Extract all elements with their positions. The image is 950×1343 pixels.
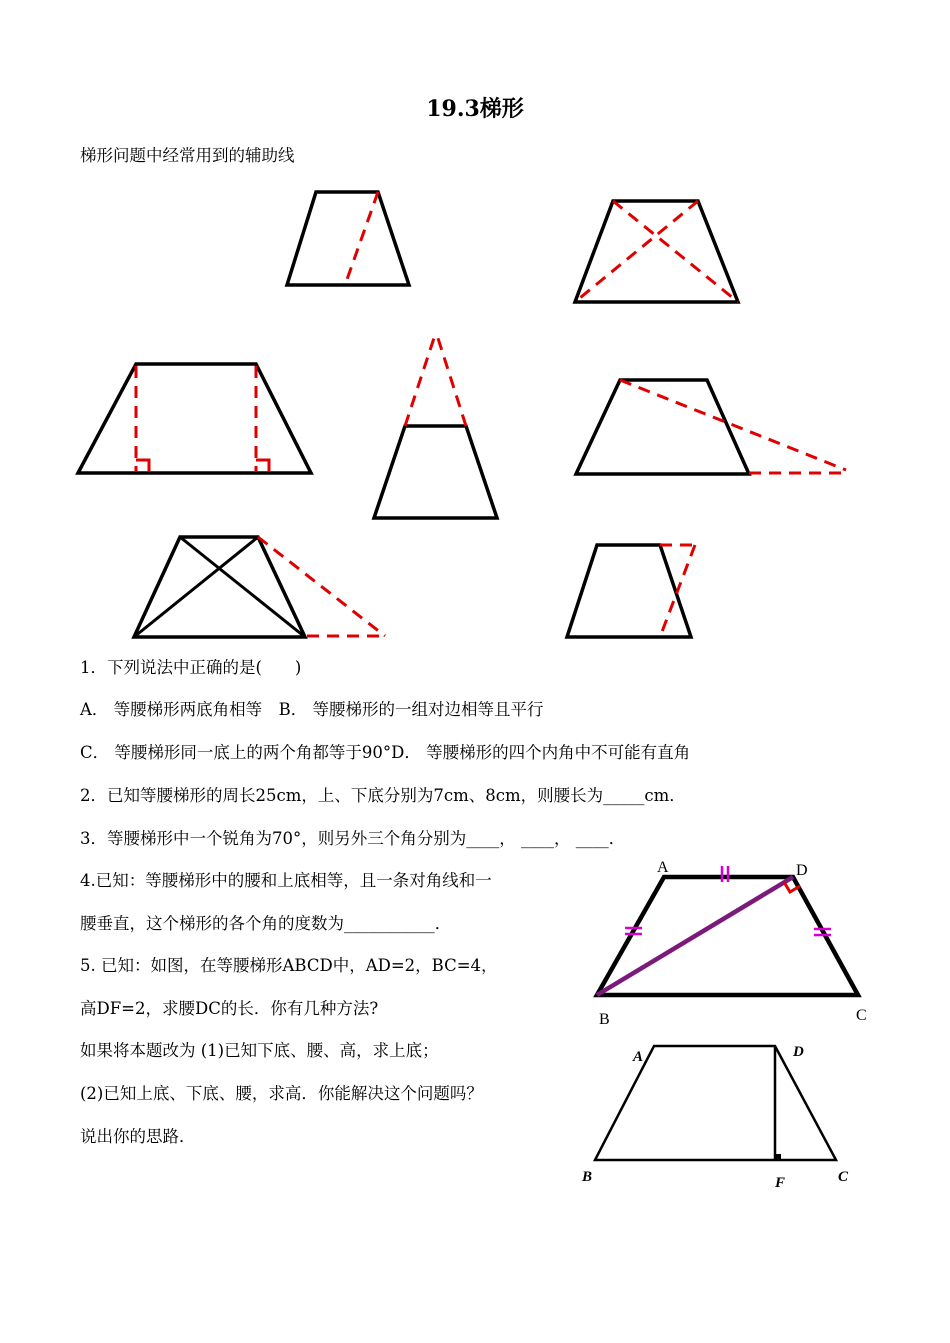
figure-1-trapezoid-parallel-leg xyxy=(287,192,409,285)
fig4-label-b: B xyxy=(599,1011,610,1028)
figure-7-trapezoid-midpoint xyxy=(567,545,695,637)
question-4-figure xyxy=(597,859,867,1028)
fig4-label-d: D xyxy=(796,862,808,879)
question-5-line-5: 说出你的思路． xyxy=(80,1127,196,1146)
question-4-line-2: 腰垂直，这个梯形的各个角的度数为___________． xyxy=(80,914,452,933)
fig5-label-d: D xyxy=(793,1044,804,1060)
question-5-figure xyxy=(581,1044,849,1191)
question-1-options-ab: A． 等腰梯形两底角相等 B． 等腰梯形的一组对边相等且平行 xyxy=(80,700,544,719)
fig5-label-f: F xyxy=(775,1175,786,1191)
figure-6-trapezoid-translate-diagonal xyxy=(134,537,385,637)
question-3: 3．等腰梯形中一个锐角为70°，则另外三个角分别为____， ____， ____． xyxy=(80,829,626,848)
intro-text: 梯形问题中经常用到的辅助线 xyxy=(80,146,295,165)
figure-4-trapezoid-extended-legs xyxy=(374,332,497,518)
question-5-line-4: (2)已知上底、下底、腰，求高．你能解决这个问题吗？ xyxy=(80,1084,483,1103)
fig5-label-b: B xyxy=(582,1169,593,1185)
fig5-label-a: A xyxy=(633,1049,644,1065)
fig4-label-c: C xyxy=(856,1007,867,1024)
question-2: 2．已知等腰梯形的周长25cm，上、下底分别为7cm、8cm，则腰长为_____cm． xyxy=(80,786,686,805)
figure-5-trapezoid-extension xyxy=(576,380,846,474)
question-1-stem: 1．下列说法中正确的是( ) xyxy=(80,658,302,677)
question-5-line-2: 高DF=2，求腰DC的长．你有几种方法? xyxy=(80,999,379,1018)
question-5-line-1: 5. 已知：如图，在等腰梯形ABCD中，AD=2，BC=4， xyxy=(80,956,498,975)
fig5-label-c: C xyxy=(838,1169,849,1185)
figure-2-trapezoid-diagonals xyxy=(575,201,738,302)
figure-3-trapezoid-two-heights xyxy=(78,364,311,473)
fig4-label-a: A xyxy=(657,859,669,876)
page-title: 19.3梯形 xyxy=(426,96,524,122)
question-1-options-cd: C． 等腰梯形同一底上的两个角都等于90°D． 等腰梯形的四个内角中不可能有直角 xyxy=(80,743,691,762)
question-4-line-1: 4.已知：等腰梯形中的腰和上底相等，且一条对角线和一 xyxy=(80,871,492,890)
question-5-line-3: 如果将本题改为 (1)已知下底、腰、高，求上底； xyxy=(80,1041,439,1060)
